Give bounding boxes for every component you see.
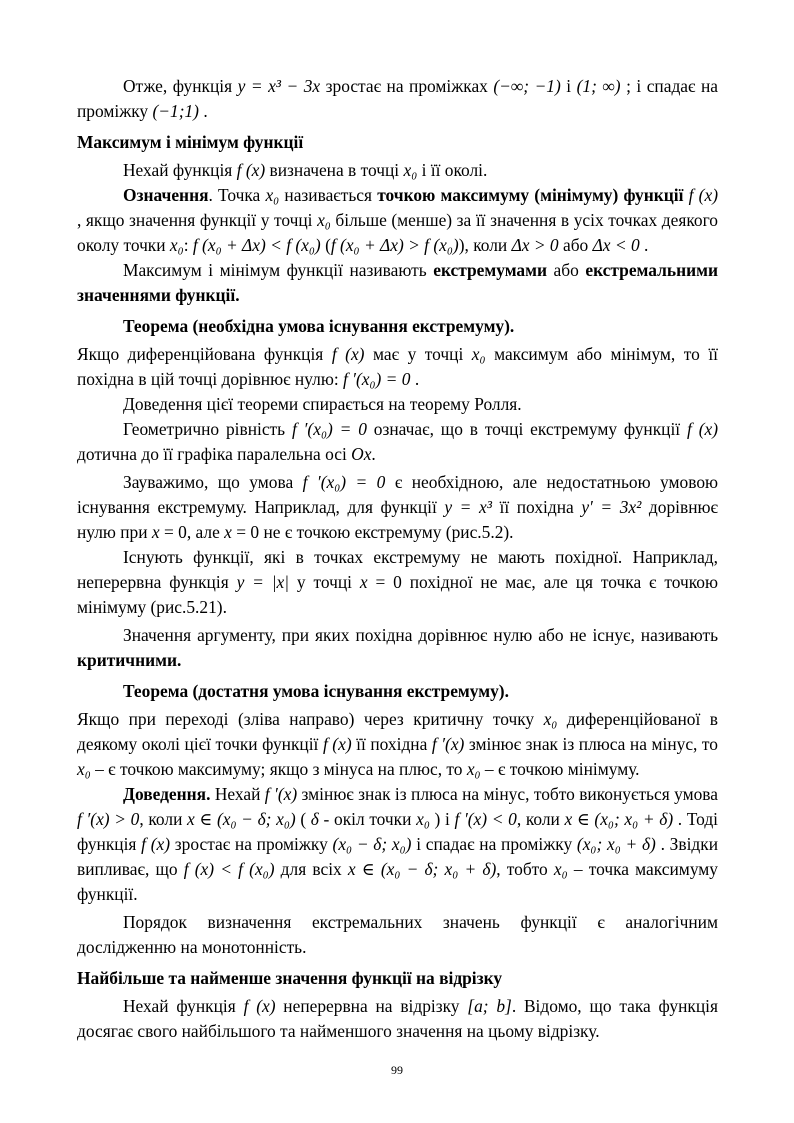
text-run: або — [547, 260, 586, 280]
text-run: , тобто — [496, 859, 554, 879]
page-number: 99 — [391, 1063, 403, 1077]
math-expression: f ′(x) — [431, 734, 465, 754]
paragraph-remark — [77, 470, 718, 545]
text-run: неперервна на відрізку — [275, 996, 468, 1016]
paragraph-order — [77, 910, 718, 960]
text-run: називається — [279, 185, 378, 205]
heading-theorem-sufficient: Теорема (достатня умова існування екстремуму). — [123, 681, 509, 701]
text-run: . Тоді функція — [77, 809, 718, 854]
math-expression: x₀ — [471, 344, 486, 364]
math-expression: f (x) — [243, 996, 276, 1016]
math-expression: y = x³ − 3x — [237, 76, 321, 96]
text-run: у точці — [289, 572, 360, 592]
math-expression: (x₀ − δ; x₀) — [332, 834, 412, 854]
math-expression: (−1;1) — [152, 101, 199, 121]
bold-text: Доведення. — [123, 784, 211, 804]
text-run: змінює знак із плюса на мінус, то — [464, 734, 718, 754]
math-expression: (x₀; x₀ + δ) — [576, 834, 656, 854]
math-expression: x — [151, 522, 160, 542]
text-run: , якщо значення функції у точці — [77, 210, 318, 230]
math-expression: [a; b] — [467, 996, 512, 1016]
text-run: = 0, але — [159, 522, 225, 542]
text-run: Нехай — [210, 784, 265, 804]
text-run: ( — [320, 235, 331, 255]
math-expression: x — [224, 522, 232, 542]
math-expression: f ′(x₀) = 0 — [291, 419, 367, 439]
math-expression: f (x) — [236, 160, 266, 180]
text-run: її похідна — [491, 497, 582, 517]
text-run: означає, що в точці екстремуму функції — [366, 419, 687, 439]
text-run: . — [639, 235, 649, 255]
math-expression: f (x₀ + Δx) < f (x₀) — [192, 235, 321, 255]
paragraph-proof — [77, 782, 718, 907]
text-run: – точка максимуму функції. — [77, 859, 718, 904]
text-run: . — [371, 444, 376, 464]
text-run: ) і — [429, 809, 455, 829]
text-run: Порядок визначення екстремальних значень функції є аналогічним дослідженню на монотонність. — [77, 912, 718, 957]
text-run: ), коли — [458, 235, 512, 255]
heading-theorem-necessary: Теорема (необхідна умова існування екстремуму). — [123, 316, 515, 336]
paragraph-theorem-necessary — [77, 342, 718, 392]
text-run: і її околі. — [417, 160, 488, 180]
text-run: має у точці — [364, 344, 472, 364]
math-expression: y = |x| — [236, 572, 290, 592]
text-run: є необхідною, але недостатньою умовою існування екстремуму. Наприклад, для функції — [77, 472, 719, 517]
math-expression: f ′(x₀) = 0 — [302, 472, 386, 492]
math-expression: f (x) — [322, 734, 352, 754]
math-expression: x ∈ (x₀ − δ; x₀ + δ) — [347, 859, 497, 879]
text-run: = 0 похідної не має, але ця точка є точкою мінімуму (рис.5.21). — [77, 572, 718, 617]
math-expression: x₀ — [543, 709, 558, 729]
math-expression: x₀ — [466, 759, 481, 779]
bold-text: екстремумами — [433, 260, 547, 280]
bold-text: критичними. — [77, 650, 182, 670]
text-run: Існують функції, які в точках екстремуму не мають похідної. Наприклад, неперервна функція — [77, 547, 718, 592]
paragraph-definition — [77, 183, 718, 258]
math-expression: Δx < 0 — [592, 235, 640, 255]
heading-max-min: Максимум і мінімум функції — [77, 132, 304, 152]
text-run: визначена в точці — [265, 160, 404, 180]
paragraph-rolle — [77, 392, 718, 417]
text-run: і спадає на проміжку — [411, 834, 577, 854]
math-expression: y′ = 3x² — [581, 497, 642, 517]
math-expression: x₀ — [416, 809, 430, 829]
math-expression: x — [359, 572, 368, 592]
text-run: . Звідки випливає, що — [77, 834, 719, 879]
heading-largest-smallest: Найбільше та найменше значення функції на відрізку — [77, 968, 503, 988]
math-expression: f (x) — [141, 834, 171, 854]
text-run: Геометрично рівність — [123, 419, 292, 439]
text-run: ( — [295, 809, 311, 829]
text-run: і — [560, 76, 577, 96]
math-expression: x ∈ (x₀; x₀ + δ) — [564, 809, 674, 829]
text-run: Зауважимо, що умова — [123, 472, 303, 492]
math-expression: f (x) — [331, 344, 365, 364]
text-run: для всіх — [274, 859, 348, 879]
math-expression: (1; ∞) — [576, 76, 621, 96]
bold-text: Означення — [123, 185, 209, 205]
math-expression: x₀ — [77, 759, 91, 779]
math-expression: f ′(x) — [264, 784, 298, 804]
math-expression: (−∞; −1) — [493, 76, 561, 96]
math-expression: f ′(x₀) = 0 — [343, 369, 411, 389]
math-expression: x₀ — [317, 210, 331, 230]
math-expression: f (x) — [688, 185, 718, 205]
text-run: . Відомо, що така функція досягає свого найбільшого та найменшого значення на цьому відрізку. — [77, 996, 718, 1041]
text-run: Нехай функція — [123, 160, 237, 180]
text-run: , коли — [139, 809, 188, 829]
math-expression: x₀ — [553, 859, 568, 879]
text-run: Максимум і мінімум функції називають — [123, 260, 434, 280]
paragraph-critical — [77, 623, 718, 673]
math-expression: x₀ — [265, 185, 280, 205]
text-run: = 0 не є точкою екстремуму (рис.5.2). — [231, 522, 514, 542]
text-run: . Точка — [208, 185, 266, 205]
paragraph-theorem-sufficient — [77, 707, 718, 782]
page-body — [77, 74, 718, 1044]
text-run: зростає на проміжку — [170, 834, 333, 854]
math-expression: x ∈ (x₀ − δ; x₀) — [187, 809, 296, 829]
math-expression: x₀ — [169, 235, 184, 255]
math-expression: f (x₀ + Δx) > f (x₀) — [330, 235, 459, 255]
text-run: змінює знак із плюса на мінус, тобто виконується умова — [297, 784, 718, 804]
text-run: - окіл точки — [318, 809, 417, 829]
text-run: – є точкою максимуму; якщо з мінуса на плюс, то — [90, 759, 467, 779]
math-expression: y = x³ — [444, 497, 492, 517]
math-expression: f ′(x) < 0 — [454, 809, 517, 829]
bold-text: екстремальними значеннями функції. — [77, 260, 718, 305]
text-run: її похідна — [351, 734, 432, 754]
text-run: або — [558, 235, 593, 255]
text-run: більше (менше) за її значення в усіх точках деякого околу точки — [77, 210, 718, 255]
paragraph-let-function — [77, 158, 718, 183]
text-run: , коли — [516, 809, 565, 829]
math-expression: δ — [310, 809, 319, 829]
paragraph-no-derivative — [77, 545, 718, 620]
text-run: . — [198, 101, 208, 121]
text-run: Нехай функція — [123, 996, 244, 1016]
paragraph-extremums — [77, 258, 718, 308]
text-run: Доведення цієї теореми спирається на теорему Ролля. — [123, 394, 522, 414]
math-expression: f (x) — [687, 419, 718, 439]
text-run: Якщо при переході (зліва направо) через критичну точку — [77, 709, 544, 729]
text-run: ; і спадає на проміжку — [77, 76, 718, 121]
paragraph-increasing-decreasing — [77, 74, 718, 124]
text-run: диференційованої в деякому околі цієї точки функції — [77, 709, 719, 754]
text-run: : — [183, 235, 193, 255]
text-run: максимум або мінімум, то її похідна в цій точці дорівнює нулю: — [77, 344, 719, 389]
math-expression: f ′(x) > 0 — [77, 809, 140, 829]
text-run: – є точкою мінімуму. — [480, 759, 640, 779]
text-run: дорівнює нулю при — [77, 497, 718, 542]
math-expression: Ox — [351, 444, 372, 464]
math-expression: f (x) < f (x₀) — [183, 859, 275, 879]
text-run: зростає на проміжках — [320, 76, 494, 96]
text-run: Якщо диференційована функція — [77, 344, 332, 364]
text-run: . — [410, 369, 420, 389]
paragraph-continuous-segment — [77, 994, 718, 1044]
paragraph-geometric — [77, 417, 718, 467]
math-expression: x₀ — [403, 160, 418, 180]
bold-text: точкою максимуму (мінімуму) функції — [377, 185, 684, 205]
text-run: дотична до її графіка паралельна осі — [77, 444, 352, 464]
text-run: Значення аргументу, при яких похідна дорівнює нулю або не існує, називають — [123, 625, 718, 645]
math-expression: Δx > 0 — [511, 235, 559, 255]
text-run: Отже, функція — [123, 76, 238, 96]
